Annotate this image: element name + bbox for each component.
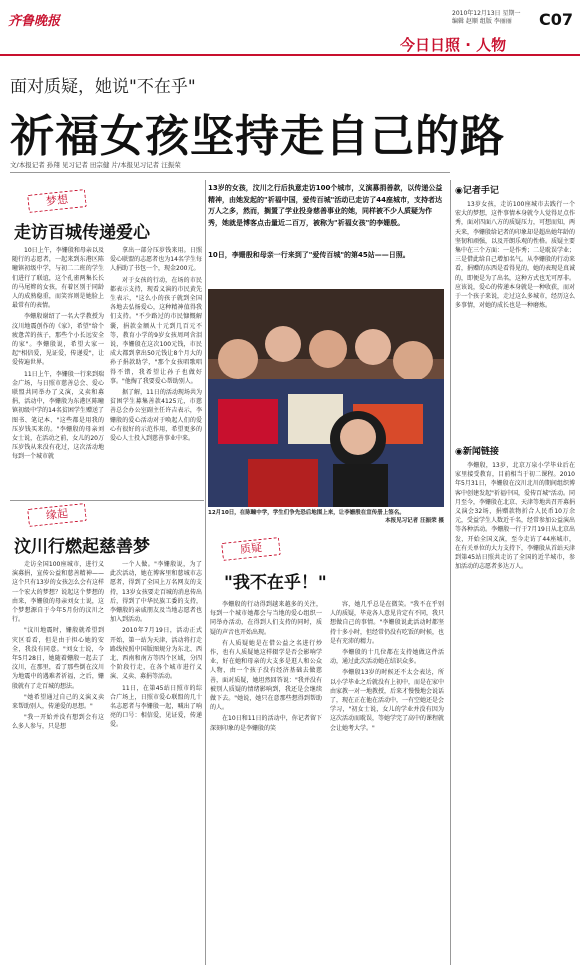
reporter-note-text: 13岁女孩，走访100座城市去践行一个宏大的梦想，这件事情本身就令人觉得足点作秀，面对四面八方的质疑压力，可想而知，两天来，李姗殷给记者的印象却是超出她年龄的坚韧和顽强，以及开朗乐观的性格。质疑主要集中在三个方面：一是作秀；二是耽误学业；三是借此给自己增加名气。从李姗殷的行动来看，捐赠的东西是看得见的，她的表现是真诚的，即便是为了出名，这种方式也无可厚非。应该说，爱心的传递本身就是一种收获，而对于一个孩子来说，走过这么多城市，经历这么多事情，对她的成长也是一种磨炼。 bbox=[455, 201, 575, 310]
section-doubt-col1: 李姗殷的行动得到越来越多的关注，每到一个城市她都会与当地的爱心组织一同举办活动，在得到人们支持的同时，质疑的声音也开始出现。 有人质疑她是在借公益之名进行炒作，也有人质疑她这样辍学是否会影响学业，好在她和母亲的大支多是逛人和公众人物，由一个孩子没有经济基础去做慈善，面对质疑，她坦然回答说："我并没有被别人质疑的情绪影响到，我还是会继续做下去。"她说，她只在意那些想得到帮助的人。 在10日和11日的活动中，你记者留下深刻印象的是李姗殷的笑 bbox=[210, 601, 322, 732]
event-photo bbox=[208, 289, 444, 507]
news-link-icon: ◉ bbox=[455, 447, 463, 457]
date-text: 2010年12月13日 星期一 bbox=[452, 10, 521, 17]
caption-text: 12月10日，在陈疃中学，学生们争先恐后地围上来，让李姗殷在宣传册上签名。 bbox=[208, 510, 405, 516]
section-origin-col2: 一个人做。"李姗殷说，为了此次活动，她在博客里和慈城市志愿者，得到了全国上万名网友的支持，13岁女孩要走百城的消息传出后，得到了中华民族工委的支持，李姗殷的亲戚朋友及当地志愿者也加入到活动。 2010年7月19日，活动正式开始，第一站为天津，活动将打走路线按照中国版图规分为东北、西北、西南和南方等四个区域，分四个阶段行走，在各个城市进行义演、义卖、募捐等活动。 11日，在第45站日照市的综合广场上，日照市爱心联盟的几十名志愿者与李姗殷一起，喊出了响亮的口号：相信爱，见证爱，传递爱。 bbox=[110, 561, 202, 729]
reporter-note-heading: ◉记者手记 bbox=[455, 186, 499, 196]
article-intro-2: 10日，李姗殷和母亲一行来到了"爱传百城"的第45站——日照。 bbox=[208, 251, 410, 259]
masthead bbox=[0, 0, 580, 52]
dateline bbox=[452, 10, 532, 26]
section-title-doubt: "我不在乎！" bbox=[224, 573, 327, 593]
news-link-heading: ◉新闻链接 bbox=[455, 447, 499, 457]
column-divider bbox=[205, 180, 206, 965]
section-dream-col2: 拿出一部分压岁钱来用。日照爱心联盟的志愿者也为14名学生每人捐助了书包一个，现金200元。 对于女孩的行动，在场的市民都表示支持，现看义演的市民黄先生表示，"这么小的孩子就到全国各地去弘扬爱心，这种精神值得我们支持。"不少路过的市民慷慨解囊，捐款金额从十元到几百元不等，教育小学的9岁女孩周珂含泪说，李姗殷在这次100元钱，市民成大都到拿出50元钱让8个月大的孙子捐款助学，"那个女孩唱歌唱得不错，我希望让孙子也做好事。"他掏了我要爱心帮助别人。 据了解，11日的活动现场共为贫困学生募集善款4125元，市慈善总会办公室副主任许吉表示，李姗殷的爱心活动对于唤起人们的爱心有很好的示范作用，希望更多的爱心人士投入到慈善事业中来。 bbox=[110, 247, 202, 443]
section-tag-doubt: 质疑 bbox=[221, 537, 281, 561]
sidebar bbox=[455, 183, 575, 861]
page-number: C07 bbox=[538, 10, 573, 29]
section-title: 今日日照 · 人物 bbox=[400, 36, 507, 54]
section-divider bbox=[10, 500, 204, 501]
article-subhead: 面对质疑，她说"不在乎" bbox=[10, 77, 196, 97]
newspaper-logo: 齐鲁晚报 bbox=[8, 14, 61, 29]
section-origin-col1: 走访全国100座城市，进行义演募捐，宣传公益和慈善精神——这个只有13岁的女孩怎么会有这样一个宏大的梦想？说起这个梦想的由来，李姗殷的母亲刘女士说，这个梦想源自于今年5月份的汶川之行。 "汶川地震时，姗殷就希望到灾区看看，但是由于担心她的安全，我没有同意。"刘女士说，今年5月28日，她随着姗殷一起去了汶川，在那里，看了那些倒在汶川为地震中的遇难者祈福，之后，姗殷就有了走百城的想法。 "她希望通过自己的义演义卖来帮助别人，传递爱的思想。" "我一开始并没有想到会有这么多人参与，只是想 bbox=[12, 561, 104, 731]
editor-credits: 编辑 赵顺 组版 李丽丽 bbox=[452, 18, 512, 25]
news-link-text: 李姗殷，13岁，北京万泉小学毕业后在家里接受教育，目前相当于初二课程。2010年5月31日，李姗殷在汶川北川的期间组织博客中创建发起"祈福中国，爱传百城"活动。同月至今，李姗殷在北京、天津等地共召开募捐义演会32场，捐赠款物折合人民币10万余元，受益学生人数近千名，经常参加公益演出等各种活动。李姗殷一行于7月19日从北京出发，开始全国义演，至今走访了44座城市，在有关单位的大力支持下，李姗殷从首站天津到第45站日照共走访了全国的近半城市，参加活动的志愿者多达万人。 bbox=[455, 462, 575, 571]
section-title-dream: 走访百城传递爱心 bbox=[14, 223, 150, 243]
section-tag-dream: 梦想 bbox=[27, 189, 87, 213]
section-tag-origin: 缘起 bbox=[27, 503, 87, 527]
event-photo-illustration bbox=[208, 289, 444, 507]
byline-divider bbox=[10, 172, 450, 173]
article-intro: 13岁的女孩，汶川之行后执意走访100个城市，义演募捐善款，以传递公益精神，由她发起的"祈福中国，爱传百城"活动已走访了44座城市，支持者达万人之多，然而，搁置了学业投身慈善事业的她，同样被不少人质疑为作秀，她就是博客点击量近二百万，被称为"祈福女孩"的李姗殷。 bbox=[208, 184, 443, 227]
section-dream-col1: 10日上午，李姗殷和母亲以及随行的志愿者，一起来到东港区陈疃镇初级中学，与初二二班的学生们进行了联谊，这个孔雀两集长长的马尾辫的女孩，有着区别于同龄人的成熟稳重，而笑容则是她脸上最常有的表情。 李姗殷谢绍了一名大学教授为汶川地震创作的《家》，希望"给个疲惫苦的孩子，那些个小长远安全的家"。李姗殷说，希望大家一起"相信爱，见证爱，传递爱"，让爱传遍世界。 11日上午，李姗殷一行来到瑞金广场，与日照市慈善总会、爱心联盟共同举办了义演，义卖和募捐，活动中，李姗殷为东港区陈疃镇初级中学的14名贫困学生赠送了图书、笔记本、"这些都是用我的压岁钱买来的。"李姗殷的母亲刘女士说，在活动之前，女儿的20万压岁钱从来没有花过，这次活动地每到一个城市就 bbox=[12, 247, 104, 461]
photo-caption bbox=[208, 510, 444, 525]
reporter-note-icon: ◉ bbox=[455, 186, 463, 196]
article-headline: 祈福女孩坚持走自己的路 bbox=[10, 111, 505, 162]
masthead-divider bbox=[0, 54, 580, 56]
sidebar-divider bbox=[450, 180, 451, 965]
section-title-origin: 汶川行燃起慈善梦 bbox=[14, 537, 150, 557]
section-doubt-col2: 容，她几乎总是在微笑。"我不在乎别人的质疑，毕竟各人意见肯定有不同，我只想做自己的事情。"李姗殷说此活动时都坚持十多小时，但经常仍没有吃饭的时候，也是有充沛的精力。 李姗殷的十几位都在支持她做这件活动，通过此次活动她在结识众多。 李姗殷13岁的时候还不太会表达，所以小学毕业之后就没有上初中，而是在家中由家教一对一地教授，后来才慢慢地会说话了，现在正在他在活动中，一有空她还是会学习，"初女士说，女儿的学业并没有因为这次活动而耽误，等她学完了高中的课程就会让她考大学。" bbox=[330, 601, 444, 732]
photo-credit: 本报见习记者 汪振荣 摄 bbox=[385, 517, 444, 524]
article-byline: 文/本报记者 孙翔 见习记者 田宗健 片/本报见习记者 汪振荣 bbox=[10, 161, 181, 169]
